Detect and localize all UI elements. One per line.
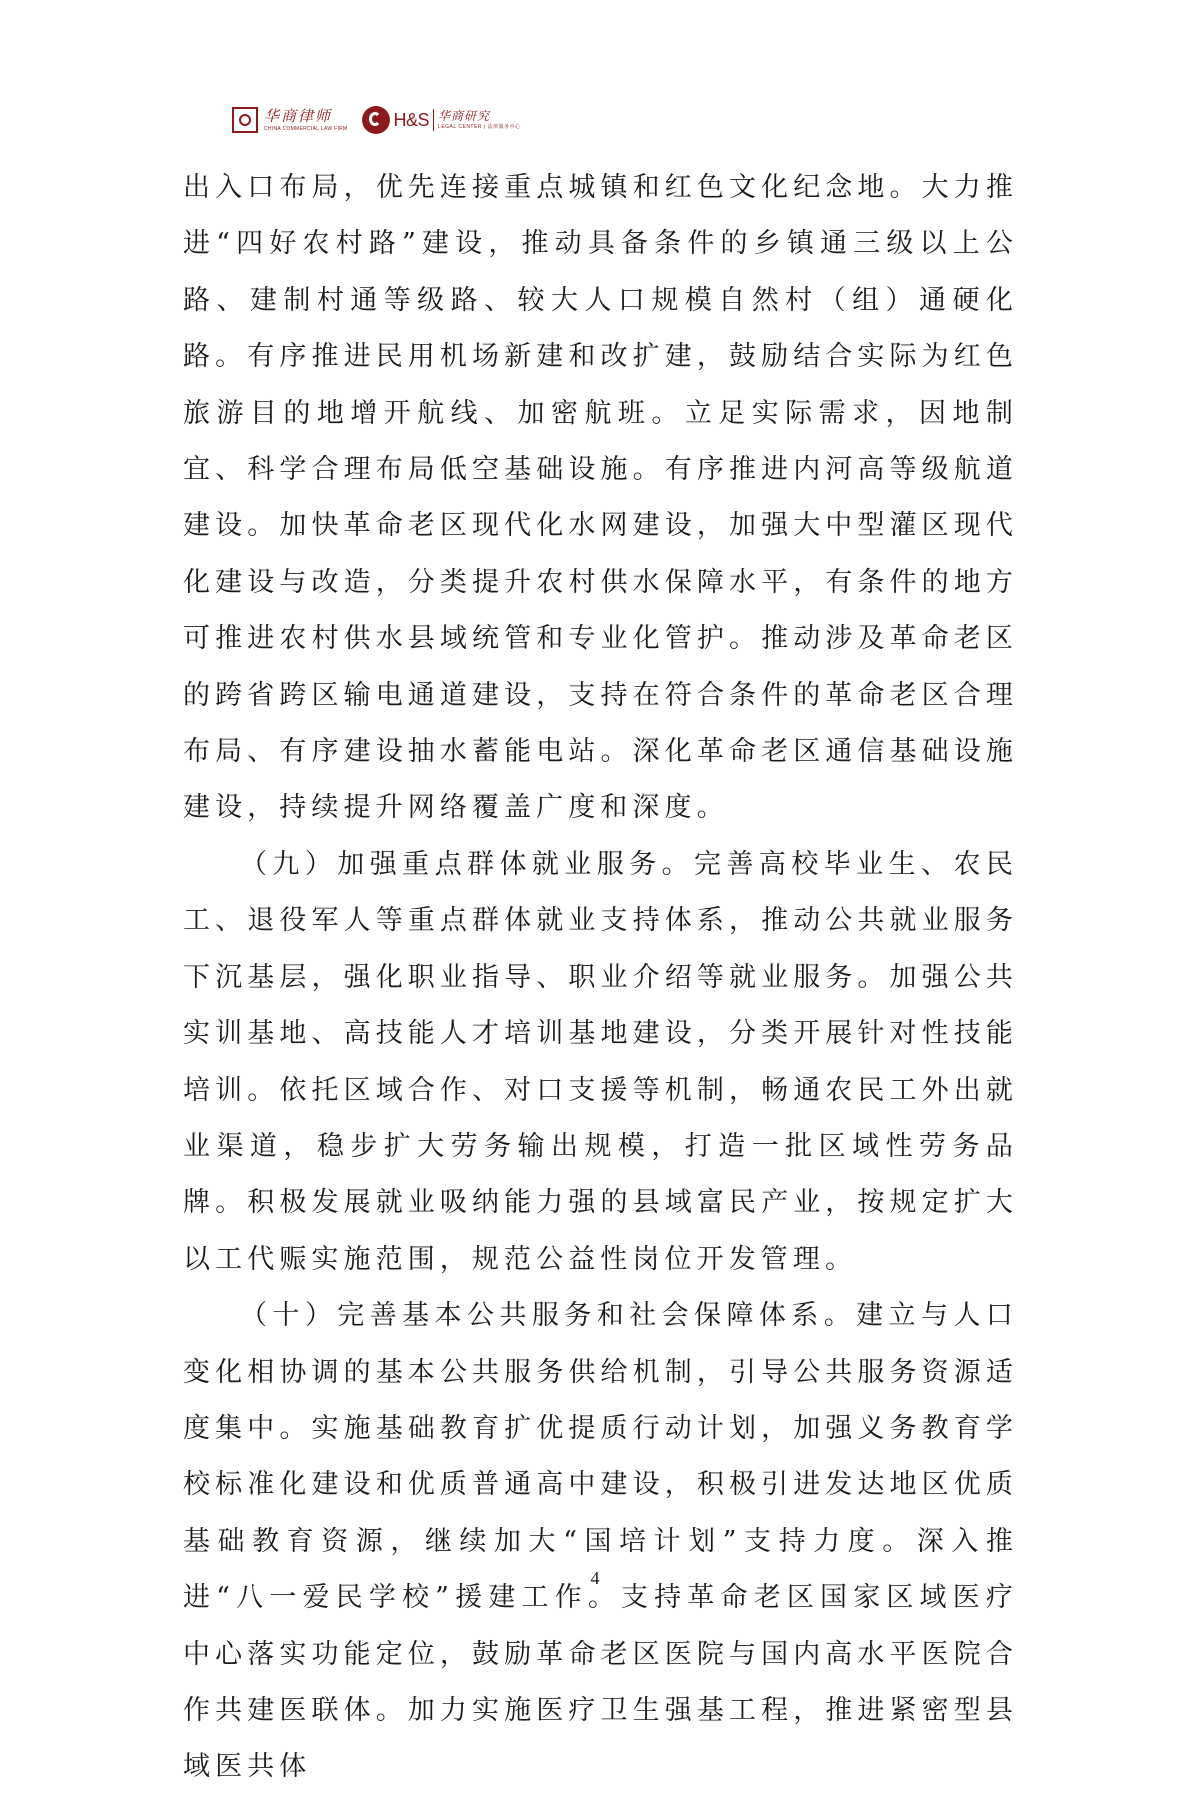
logo-divider [433,109,434,131]
paragraph-employment-services: （九）加强重点群体就业服务。完善高校毕业生、农民工、退役军人等重点群体就业支持体系，推动公共就业服务下沉基层，强化职业指导、职业介绍等就业服务。加强公共实训基地、高技能人才培训基地建设，分类开展针对性技能培训。依托区域合作、对口支援等机制，畅通农民工外出就业渠道，稳步扩大劳务输出规模，打造一批区域性劳务品牌。积极发展就业吸纳能力强的县域富民产业，按规定扩大以工代赈实施范围，规范公益性岗位开发管理。 [183,848,1018,1275]
hs-emblem-icon [362,106,390,134]
law-firm-logo [232,107,348,133]
law-firm-name-en: CHINA COMMERCIAL LAW FIRM [264,125,348,132]
page-header [232,100,521,140]
research-center-logo [348,106,521,134]
research-center-subtitle: LEGAL CENTER | 法律服务中心 [438,124,521,130]
document-body [183,160,1018,1796]
hs-logo-text: H&S [393,109,430,130]
law-firm-emblem-icon [232,107,258,133]
paragraph-continued: 出入口布局，优先连接重点城镇和红色文化纪念地。大力推进“四好农村路”建设，推动具备条件的乡镇通三级以上公路、建制村通等级路、较大人口规模自然村（组）通硬化路。有序推进民用机场新建和改扩建，鼓励结合实际为红色旅游目的地增开航线、加密航班。立足实际需求，因地制宜、科学合理布局低空基础设施。有序推进内河高等级航道建设。加快革命老区现代化水网建设，加强大中型灌区现代化建设与改造，分类提升农村供水保障水平，有条件的地方可推进农村供水县域统管和专业化管护。推动涉及革命老区的跨省跨区输电通道建设，支持在符合条件的革命老区合理布局、有序建设抽水蓄能电站。深化革命老区通信基础设施建设，持续提升网络覆盖广度和深度。 [183,172,1018,824]
paragraph-public-services: （十）完善基本公共服务和社会保障体系。建立与人口变化相协调的基本公共服务供给机制，引导公共服务资源适度集中。实施基础教育扩优提质行动计划，加强义务教育学校标准化建设和优质普通高中建设，积极引进发达地区优质基础教育资源，继续加大“国培计划”支持力度。深入推进“八一爱民学校”援建工作。支持革命老区国家区域医疗中心落实功能定位，鼓励革命老区医院与国内高水平医院合作共建医联体。加力实施医疗卫生强基工程，推进紧密型县域医共体 [183,1300,1018,1783]
research-center-name-cn: 华商研究 [438,109,491,123]
page-number: 4 [590,1568,600,1588]
law-firm-name-cn: 华商律师 [264,106,333,125]
